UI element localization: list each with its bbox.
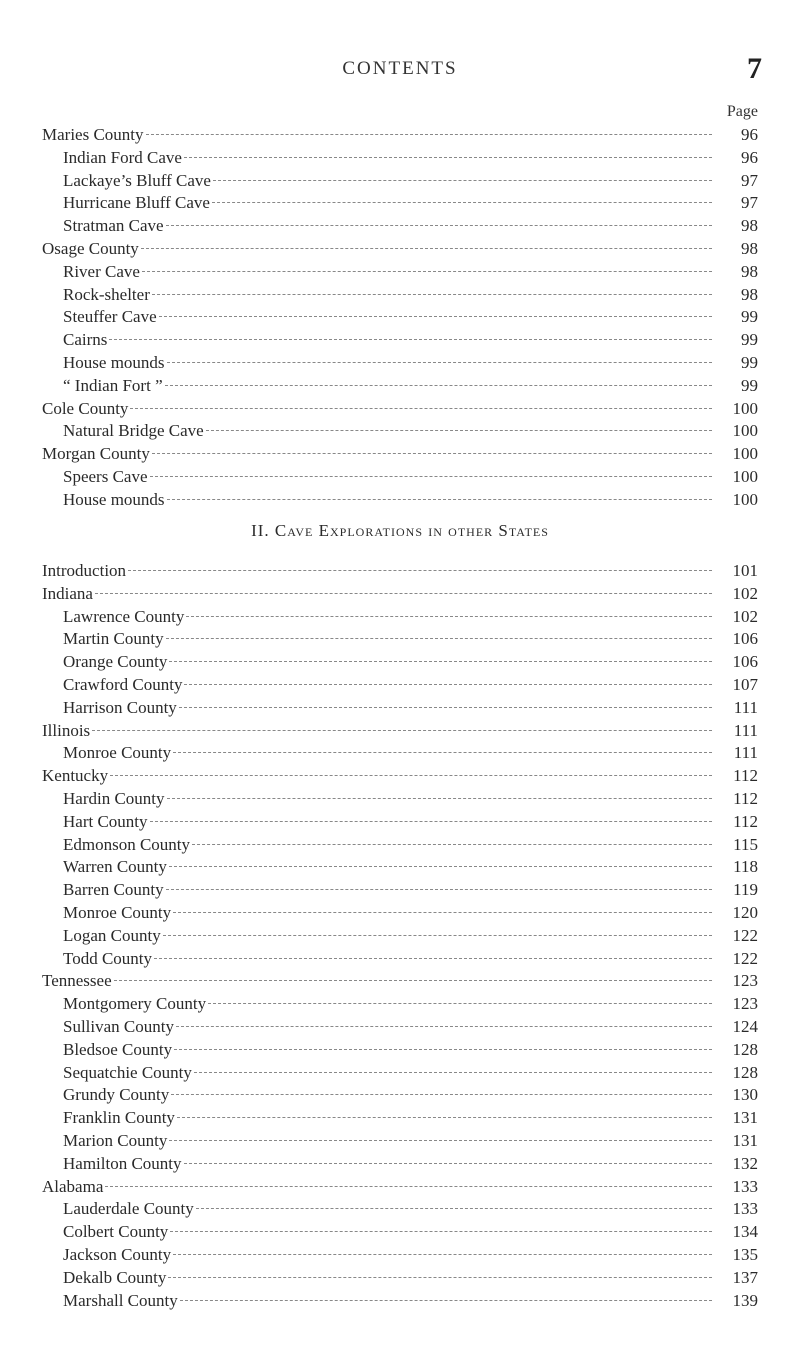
contents-entry	[42, 879, 758, 902]
entry-label: House mounds	[63, 352, 165, 372]
leader-dots	[142, 271, 712, 272]
entry-page-number: 134	[732, 1222, 758, 1242]
entry-page-number: 111	[733, 743, 758, 763]
entry-page-number: 100	[732, 466, 758, 486]
entry-page-number: 112	[733, 788, 758, 808]
leader-dots	[110, 775, 712, 776]
entry-page-number: 122	[732, 948, 758, 968]
entry-page-number: 107	[732, 674, 758, 694]
entry-label: Cairns	[63, 330, 108, 350]
entry-label: Sequatchie County	[63, 1062, 192, 1082]
entry-page-number: 128	[732, 1039, 758, 1059]
leader-dots	[213, 180, 712, 181]
leader-dots	[170, 1231, 712, 1232]
entry-page-number: 96	[741, 147, 758, 167]
entry-label: Rock-shelter	[63, 284, 150, 304]
contents-entry	[42, 970, 758, 993]
entry-page-number: 112	[733, 766, 758, 786]
leader-dots	[167, 362, 712, 363]
contents-entry	[42, 1176, 758, 1199]
contents-entry	[42, 192, 758, 215]
leader-dots	[171, 1094, 712, 1095]
leader-dots	[179, 707, 712, 708]
leader-dots	[169, 866, 712, 867]
leader-dots	[159, 316, 712, 317]
contents-entry	[42, 1039, 758, 1062]
contents-entry	[42, 1016, 758, 1039]
contents-entry	[42, 560, 758, 583]
entry-label: Jackson County	[63, 1244, 172, 1264]
page-header	[0, 52, 800, 96]
contents-entry	[42, 583, 758, 606]
leader-dots	[173, 752, 712, 753]
entry-page-number: 130	[732, 1085, 758, 1105]
leader-dots	[152, 453, 712, 454]
entry-label: Lauderdale County	[63, 1199, 194, 1219]
contents-entry	[42, 925, 758, 948]
leader-dots	[173, 912, 712, 913]
contents-entry	[42, 215, 758, 238]
entry-page-number: 131	[732, 1108, 758, 1128]
entry-label: Bledsoe County	[63, 1039, 173, 1059]
entry-page-number: 97	[741, 193, 758, 213]
leader-dots	[169, 1140, 712, 1141]
entry-label: Edmonson County	[63, 834, 191, 854]
leader-dots	[180, 1300, 712, 1301]
entry-page-number: 122	[732, 925, 758, 945]
entry-page-number: 111	[733, 720, 758, 740]
leader-dots	[109, 339, 712, 340]
entry-label: Maries County	[42, 125, 144, 144]
entry-label: Steuffer Cave	[63, 307, 157, 327]
contents-entry	[42, 1153, 758, 1176]
entry-label: Osage County	[42, 238, 139, 258]
entry-page-number: 139	[732, 1290, 758, 1310]
entry-page-number: 120	[732, 902, 758, 922]
entry-label: Introduction	[42, 561, 127, 580]
entry-label: Sullivan County	[63, 1016, 174, 1036]
entry-page-number: 102	[732, 583, 758, 603]
entry-label: Hart County	[63, 811, 148, 831]
entry-label: Harrison County	[63, 697, 177, 717]
entry-label: Cole County	[42, 398, 129, 418]
leader-dots	[208, 1003, 712, 1004]
leader-dots	[165, 385, 712, 386]
entry-label: Hardin County	[63, 788, 165, 808]
entry-label: Monroe County	[63, 743, 172, 763]
entry-label: Montgomery County	[63, 994, 207, 1014]
contents-entry	[42, 375, 758, 398]
entry-page-number: 99	[741, 307, 758, 327]
entry-page-number: 123	[732, 994, 758, 1014]
contents-entry	[42, 674, 758, 697]
entry-label: Natural Bridge Cave	[63, 421, 204, 441]
entry-label: Kentucky	[42, 766, 109, 786]
entry-label: Indiana	[42, 583, 93, 603]
entry-label: “ Indian Fort ”	[63, 375, 163, 395]
contents-entry	[42, 834, 758, 857]
leader-dots	[167, 798, 712, 799]
leader-dots	[212, 202, 712, 203]
leader-dots	[177, 1117, 712, 1118]
contents-entry	[42, 1130, 758, 1153]
entry-label: River Cave	[63, 261, 140, 281]
contents-entry	[42, 742, 758, 765]
entry-page-number: 115	[733, 834, 758, 854]
entry-page-number: 100	[732, 398, 758, 418]
leader-dots	[184, 1163, 712, 1164]
entry-page-number: 97	[741, 170, 758, 190]
contents-entry	[42, 170, 758, 193]
entry-page-number: 98	[741, 238, 758, 258]
leader-dots	[130, 408, 712, 409]
entry-label: Lawrence County	[63, 606, 185, 626]
leader-dots	[196, 1208, 712, 1209]
leader-dots	[166, 638, 712, 639]
leader-dots	[167, 499, 712, 500]
contents-list-second	[42, 560, 758, 1312]
entry-page-number: 99	[741, 330, 758, 350]
entry-label: Orange County	[63, 652, 168, 672]
section-title: Cave Explorations in other States	[274, 521, 549, 540]
contents-entry	[42, 261, 758, 284]
entry-label: Crawford County	[63, 674, 183, 694]
leader-dots	[184, 157, 712, 158]
entry-page-number: 137	[732, 1267, 758, 1287]
contents-entry	[42, 993, 758, 1016]
contents-entry	[42, 284, 758, 307]
contents-entry	[42, 147, 758, 170]
contents-entry	[42, 765, 758, 788]
entry-label: Martin County	[63, 629, 164, 649]
entry-label: Stratman Cave	[63, 216, 164, 236]
leader-dots	[154, 958, 712, 959]
leader-dots	[128, 570, 712, 571]
section-heading	[0, 521, 800, 541]
contents-entry	[42, 811, 758, 834]
contents-entry	[42, 651, 758, 674]
contents-entry	[42, 124, 758, 147]
entry-page-number: 106	[732, 652, 758, 672]
entry-page-number: 101	[732, 561, 758, 580]
contents-entry	[42, 1107, 758, 1130]
entry-label: Indian Ford Cave	[63, 147, 182, 167]
contents-entry	[42, 1267, 758, 1290]
entry-page-number: 119	[733, 880, 758, 900]
leader-dots	[166, 889, 712, 890]
leader-dots	[186, 616, 712, 617]
entry-label: Logan County	[63, 925, 161, 945]
leader-dots	[166, 225, 712, 226]
leader-dots	[176, 1026, 712, 1027]
entry-page-number: 118	[733, 857, 758, 877]
contents-entry	[42, 238, 758, 261]
entry-label: Colbert County	[63, 1222, 169, 1242]
contents-entry	[42, 398, 758, 421]
contents-entry	[42, 856, 758, 879]
leader-dots	[168, 1277, 712, 1278]
entry-label: Marion County	[63, 1130, 168, 1150]
page-number: 7	[747, 52, 762, 85]
entry-page-number: 131	[732, 1130, 758, 1150]
contents-entry	[42, 1062, 758, 1085]
running-head: CONTENTS	[342, 58, 458, 79]
leader-dots	[192, 844, 712, 845]
leader-dots	[141, 248, 712, 249]
entry-page-number: 112	[733, 811, 758, 831]
contents-entry	[42, 1198, 758, 1221]
entry-label: Tennessee	[42, 971, 112, 991]
contents-entry	[42, 606, 758, 629]
entry-page-number: 100	[732, 489, 758, 509]
entry-page-number: 132	[732, 1153, 758, 1173]
entry-label: Alabama	[42, 1176, 104, 1196]
entry-page-number: 128	[732, 1062, 758, 1082]
leader-dots	[184, 684, 712, 685]
leader-dots	[95, 593, 712, 594]
page-column-label: Page	[726, 103, 758, 120]
contents-entry	[42, 352, 758, 375]
contents-entry	[42, 628, 758, 651]
contents-entry	[42, 443, 758, 466]
entry-page-number: 99	[741, 352, 758, 372]
entry-page-number: 106	[732, 629, 758, 649]
entry-page-number: 102	[732, 606, 758, 626]
entry-label: Illinois	[42, 720, 91, 740]
contents-entry	[42, 1084, 758, 1107]
contents-entry	[42, 306, 758, 329]
entry-label: Grundy County	[63, 1085, 170, 1105]
leader-dots	[194, 1072, 712, 1073]
entry-page-number: 100	[732, 421, 758, 441]
entry-page-number: 99	[741, 375, 758, 395]
entry-page-number: 133	[732, 1176, 758, 1196]
leader-dots	[146, 134, 712, 135]
entry-label: Franklin County	[63, 1108, 175, 1128]
entry-page-number: 135	[732, 1244, 758, 1264]
leader-dots	[150, 821, 712, 822]
entry-page-number: 96	[741, 125, 758, 144]
entry-label: Dekalb County	[63, 1267, 167, 1287]
contents-entry	[42, 420, 758, 443]
entry-page-number: 100	[732, 444, 758, 464]
contents-entry	[42, 697, 758, 720]
entry-label: Marshall County	[63, 1290, 178, 1310]
leader-dots	[163, 935, 712, 936]
contents-entry	[42, 720, 758, 743]
entry-page-number: 98	[741, 216, 758, 236]
contents-entry	[42, 489, 758, 512]
section-numeral: II.	[251, 521, 270, 540]
entry-label: Speers Cave	[63, 466, 148, 486]
entry-label: Morgan County	[42, 444, 150, 464]
entry-label: Lackaye’s Bluff Cave	[63, 170, 211, 190]
contents-entry	[42, 948, 758, 971]
contents-list-first	[42, 124, 758, 512]
leader-dots	[206, 430, 712, 431]
entry-page-number: 98	[741, 284, 758, 304]
entry-page-number: 123	[732, 971, 758, 991]
entry-label: Barren County	[63, 880, 164, 900]
leader-dots	[152, 294, 712, 295]
entry-label: Hurricane Bluff Cave	[63, 193, 210, 213]
leader-dots	[169, 661, 712, 662]
entry-label: Hamilton County	[63, 1153, 182, 1173]
contents-entry	[42, 902, 758, 925]
entry-label: Warren County	[63, 857, 167, 877]
entry-label: Todd County	[63, 948, 153, 968]
leader-dots	[173, 1254, 712, 1255]
leader-dots	[105, 1186, 712, 1187]
entry-label: Monroe County	[63, 902, 172, 922]
contents-entry	[42, 1244, 758, 1267]
leader-dots	[174, 1049, 712, 1050]
entry-page-number: 98	[741, 261, 758, 281]
leader-dots	[92, 730, 712, 731]
entry-page-number: 124	[732, 1016, 758, 1036]
contents-entry	[42, 1290, 758, 1313]
contents-entry	[42, 329, 758, 352]
contents-entry	[42, 788, 758, 811]
leader-dots	[114, 980, 712, 981]
entry-page-number: 133	[732, 1199, 758, 1219]
entry-page-number: 111	[733, 697, 758, 717]
entry-label: House mounds	[63, 489, 165, 509]
contents-entry	[42, 1221, 758, 1244]
contents-entry	[42, 466, 758, 489]
leader-dots	[150, 476, 712, 477]
